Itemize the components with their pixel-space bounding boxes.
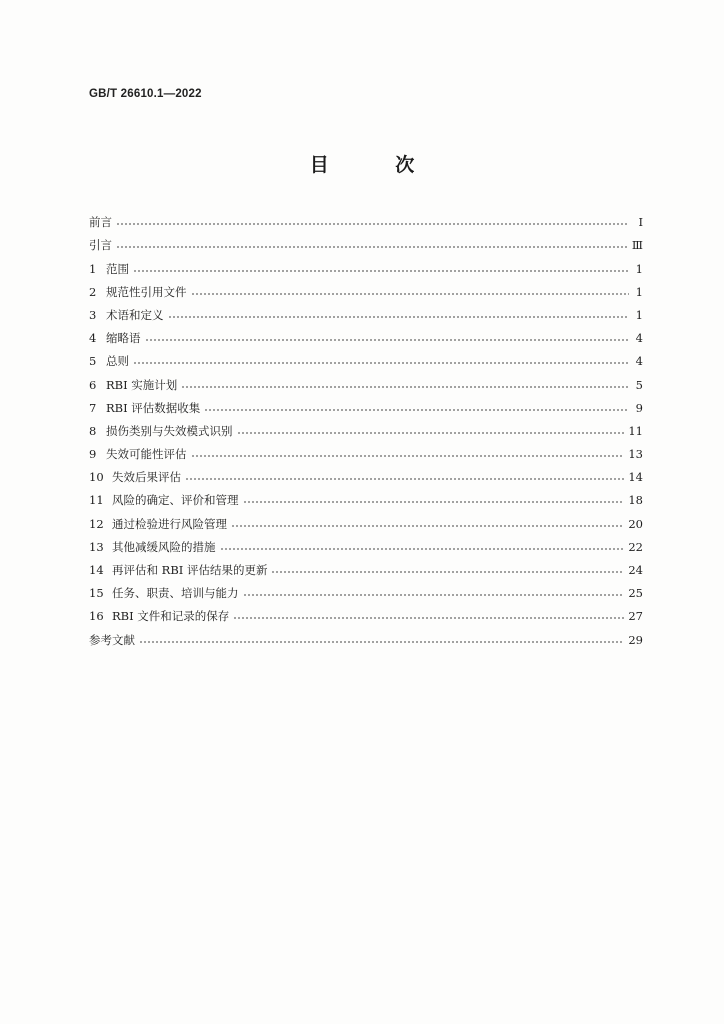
toc-entry[interactable] bbox=[89, 484, 643, 507]
toc-entry-label: 再评估和 RBI 评估结果的更新 bbox=[112, 563, 268, 577]
toc-dot-leader bbox=[133, 361, 629, 365]
toc-entry-number: 9 bbox=[89, 447, 97, 462]
toc-dot-leader bbox=[271, 570, 624, 574]
toc-dot-leader bbox=[116, 245, 628, 249]
toc-entry-label: 前言 bbox=[89, 215, 112, 230]
toc-entry-page-number: 9 bbox=[635, 400, 643, 415]
toc-entry-page-number: 14 bbox=[628, 470, 643, 485]
toc-entry[interactable] bbox=[89, 229, 643, 252]
toc-dot-leader bbox=[185, 477, 624, 481]
toc-dot-leader bbox=[145, 338, 630, 342]
toc-dot-leader bbox=[231, 524, 624, 528]
toc-entry-number: 11 bbox=[89, 493, 104, 508]
toc-dot-leader bbox=[133, 269, 629, 273]
toc-entry-label: 通过检验进行风险管理 bbox=[112, 516, 227, 531]
toc-entry-number: 10 bbox=[89, 470, 104, 485]
toc-entry-label: 风险的确定、评价和管理 bbox=[112, 493, 239, 508]
toc-entry-label: 损伤类别与失效模式识别 bbox=[106, 423, 233, 438]
toc-entry-page-number: 29 bbox=[628, 632, 643, 647]
toc-entry[interactable] bbox=[89, 600, 643, 623]
toc-entry-number: 12 bbox=[89, 516, 104, 531]
toc-title: 目 次 bbox=[309, 154, 445, 176]
toc-entry-page-number: 22 bbox=[628, 539, 643, 554]
toc-list bbox=[89, 206, 643, 647]
toc-entry[interactable] bbox=[89, 299, 643, 322]
toc-entry-page-number: 4 bbox=[635, 331, 643, 346]
toc-entry[interactable] bbox=[89, 276, 643, 299]
toc-entry-number: 3 bbox=[89, 307, 97, 322]
toc-entry[interactable] bbox=[89, 554, 643, 577]
toc-entry-page-number: 27 bbox=[628, 609, 643, 624]
toc-entry-label: 缩略语 bbox=[106, 331, 141, 346]
toc-entry-label: RBI 文件和记录的保存 bbox=[112, 609, 230, 624]
toc-entry-number: 1 bbox=[89, 261, 97, 276]
toc-entry-label: 引言 bbox=[89, 238, 112, 253]
toc-dot-leader bbox=[139, 640, 624, 644]
document-number: GB/T 26610.1—2022 bbox=[89, 88, 202, 100]
toc-dot-leader bbox=[116, 222, 629, 226]
toc-entry-number: 15 bbox=[89, 586, 104, 601]
toc-entry[interactable] bbox=[89, 415, 643, 438]
toc-entry-page-number: 11 bbox=[628, 423, 643, 438]
toc-dot-leader bbox=[181, 385, 629, 389]
toc-entry[interactable] bbox=[89, 507, 643, 530]
toc-entry-label: 参考文献 bbox=[89, 632, 135, 647]
toc-entry-label: 失效可能性评估 bbox=[106, 447, 187, 462]
toc-entry-page-number: 4 bbox=[635, 354, 643, 369]
toc-entry-page-number: 18 bbox=[628, 493, 643, 508]
toc-entry[interactable] bbox=[89, 438, 643, 461]
toc-entry-label: 失效后果评估 bbox=[112, 470, 181, 485]
toc-dot-leader bbox=[243, 500, 625, 504]
toc-entry-page-number: 25 bbox=[628, 586, 643, 601]
toc-entry-number: 16 bbox=[89, 609, 104, 624]
toc-entry-page-number: 1 bbox=[635, 307, 643, 322]
toc-entry[interactable] bbox=[89, 206, 643, 229]
toc-entry-label: 规范性引用文件 bbox=[106, 284, 187, 299]
toc-entry[interactable] bbox=[89, 322, 643, 345]
toc-dot-leader bbox=[220, 547, 625, 551]
toc-dot-leader bbox=[237, 431, 625, 435]
toc-entry[interactable] bbox=[89, 577, 643, 600]
toc-entry-page-number: Ⅲ bbox=[631, 238, 643, 253]
toc-entry-number: 5 bbox=[89, 354, 97, 369]
toc-entry-label: 总则 bbox=[106, 354, 129, 369]
toc-entry-label: RBI 实施计划 bbox=[106, 377, 178, 392]
toc-dot-leader bbox=[191, 454, 625, 458]
toc-dot-leader bbox=[204, 408, 629, 412]
toc-entry[interactable] bbox=[89, 368, 643, 391]
toc-entry-label: 术语和定义 bbox=[106, 307, 164, 322]
toc-dot-leader bbox=[168, 315, 630, 319]
toc-entry-label: RBI 评估数据收集 bbox=[106, 400, 201, 415]
toc-entry-page-number: Ⅰ bbox=[638, 215, 643, 230]
toc-dot-leader bbox=[243, 593, 625, 597]
toc-entry-page-number: 13 bbox=[628, 447, 643, 462]
toc-dot-leader bbox=[191, 292, 630, 296]
toc-entry[interactable] bbox=[89, 531, 643, 554]
toc-entry-number: 13 bbox=[89, 539, 104, 554]
toc-entry-label: 其他减缓风险的措施 bbox=[112, 539, 216, 554]
toc-entry-number: 4 bbox=[89, 331, 97, 346]
toc-entry-label: 任务、职责、培训与能力 bbox=[112, 586, 239, 601]
toc-entry[interactable] bbox=[89, 461, 643, 484]
toc-entry[interactable] bbox=[89, 392, 643, 415]
toc-entry-label: 范围 bbox=[106, 261, 129, 276]
toc-entry-page-number: 1 bbox=[635, 261, 643, 276]
toc-entry-number: 14 bbox=[89, 563, 104, 577]
toc-entry-page-number: 5 bbox=[635, 377, 643, 392]
toc-entry[interactable] bbox=[89, 623, 643, 646]
toc-entry[interactable] bbox=[89, 345, 643, 368]
toc-entry-page-number: 20 bbox=[628, 516, 643, 531]
toc-entry-number: 6 bbox=[89, 377, 97, 392]
toc-entry-page-number: 1 bbox=[635, 284, 643, 299]
toc-entry-number: 7 bbox=[89, 400, 97, 415]
toc-entry-number: 2 bbox=[89, 284, 97, 299]
toc-entry-page-number: 24 bbox=[628, 563, 643, 577]
toc-entry-number: 8 bbox=[89, 423, 97, 438]
toc-entry[interactable] bbox=[89, 252, 643, 275]
toc-dot-leader bbox=[233, 616, 624, 620]
